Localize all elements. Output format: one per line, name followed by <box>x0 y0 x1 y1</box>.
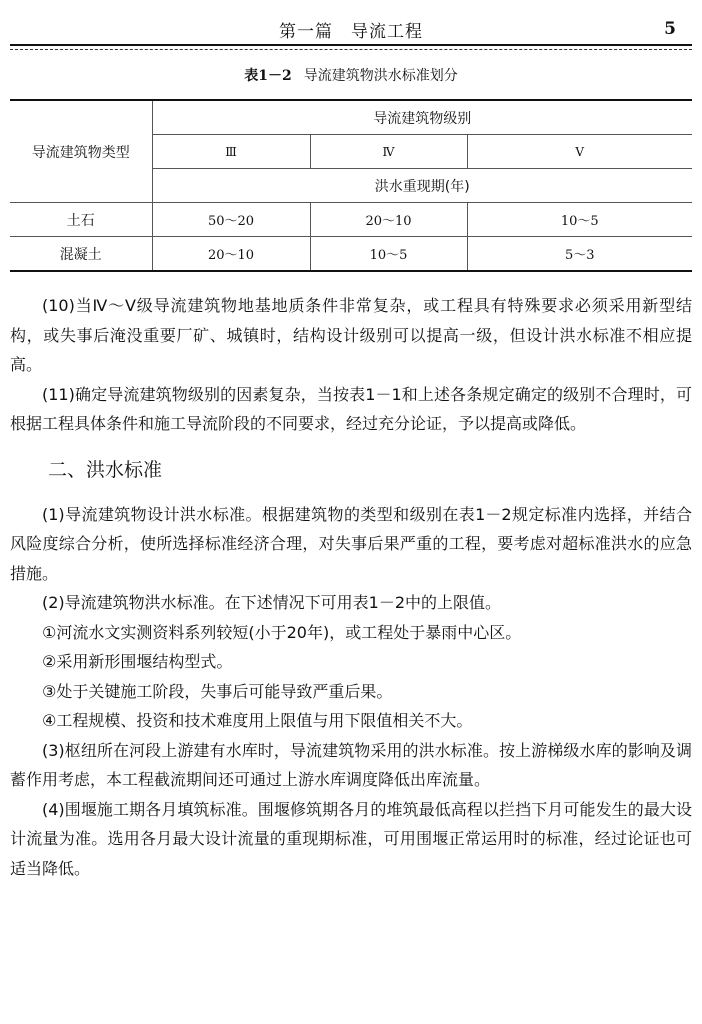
table-caption <box>0 65 702 85</box>
paragraph: (1)导流建筑物设计洪水标准。根据建筑物的类型和级别在表1－2规定标准内选择，并结合风险度综合分析，使所选择标准经济合理，对失事后果严重的工程，要考虑对超标准洪水的应急措施。 <box>10 504 692 583</box>
paragraph: (4)围堰施工期各月填筑标准。围堰修筑期各月的堆筑最低高程以拦挡下月可能发生的最大设计流量为准。选用各月最大设计流量的重现期标准，可用围堰正常运用时的标准，经过论证也可适当降低。 <box>10 799 692 878</box>
list-item: ③处于关键施工阶段，失事后可能导致严重后果。 <box>42 681 393 701</box>
table-header-row <box>10 100 692 135</box>
paragraph: (10)当Ⅳ～Ⅴ级导流建筑物地基地质条件非常复杂，或工程具有特殊要求必须采用新型结构，或失事后淹没重要厂矿、城镇时，结构设计级别可以提高一级，但设计洪水标准不相应提高。 <box>10 296 692 374</box>
section-heading: 二、洪水标准 <box>48 458 163 481</box>
grade-header-cell: 导流建筑物级别 <box>152 100 692 135</box>
period-header-cell: 洪水重现期(年) <box>152 169 692 203</box>
list-item: ①河流水文实测资料系列较短(小于20年)，或工程处于暴雨中心区。 <box>42 622 522 642</box>
header-rule-thick <box>10 44 692 46</box>
table-row <box>10 237 692 272</box>
list-item: ④工程规模、投资和技术难度用上限值与用下限值相关不大。 <box>42 711 473 730</box>
type-header-cell: 导流建筑物类型 <box>10 100 152 203</box>
table-caption-text: 导流建筑物洪水标准划分 <box>303 68 458 84</box>
list-item: ②采用新形围堰结构型式。 <box>42 652 233 671</box>
table-number: 表1－2 <box>244 68 292 84</box>
value-cell: 5～3 <box>467 237 692 272</box>
flood-standard-table <box>10 99 692 272</box>
value-cell: 10～5 <box>467 203 692 237</box>
chapter-title: 第一篇 导流工程 <box>279 22 423 42</box>
page-number: 5 <box>664 19 676 39</box>
table-row <box>10 203 692 237</box>
grade-cell: Ⅳ <box>310 135 467 169</box>
row-type-cell: 土石 <box>10 203 152 237</box>
paragraph: (2)导流建筑物洪水标准。在下述情况下可用表1－2中的上限值。 <box>42 593 502 612</box>
grade-cell: Ⅴ <box>467 135 692 169</box>
header-rule-thin <box>10 49 692 50</box>
page-header <box>10 17 692 45</box>
value-cell: 50～20 <box>152 203 310 237</box>
body-text <box>10 291 692 883</box>
grade-cell: Ⅲ <box>152 135 310 169</box>
value-cell: 20～10 <box>152 237 310 272</box>
paragraph: (11)确定导流建筑物级别的因素复杂，当按表1－1和上述各条规定确定的级别不合理时，可根据工程具体条件和施工导流阶段的不同要求，经过充分论证，予以提高或降低。 <box>10 384 692 433</box>
value-cell: 10～5 <box>310 237 467 272</box>
paragraph: (3)枢纽所在河段上游建有水库时，导流建筑物采用的洪水标准。按上游梯级水库的影响及调蓄作用考虑，本工程截流期间还可通过上游水库调度降低出库流量。 <box>10 740 692 789</box>
row-type-cell: 混凝土 <box>10 237 152 272</box>
value-cell: 20～10 <box>310 203 467 237</box>
